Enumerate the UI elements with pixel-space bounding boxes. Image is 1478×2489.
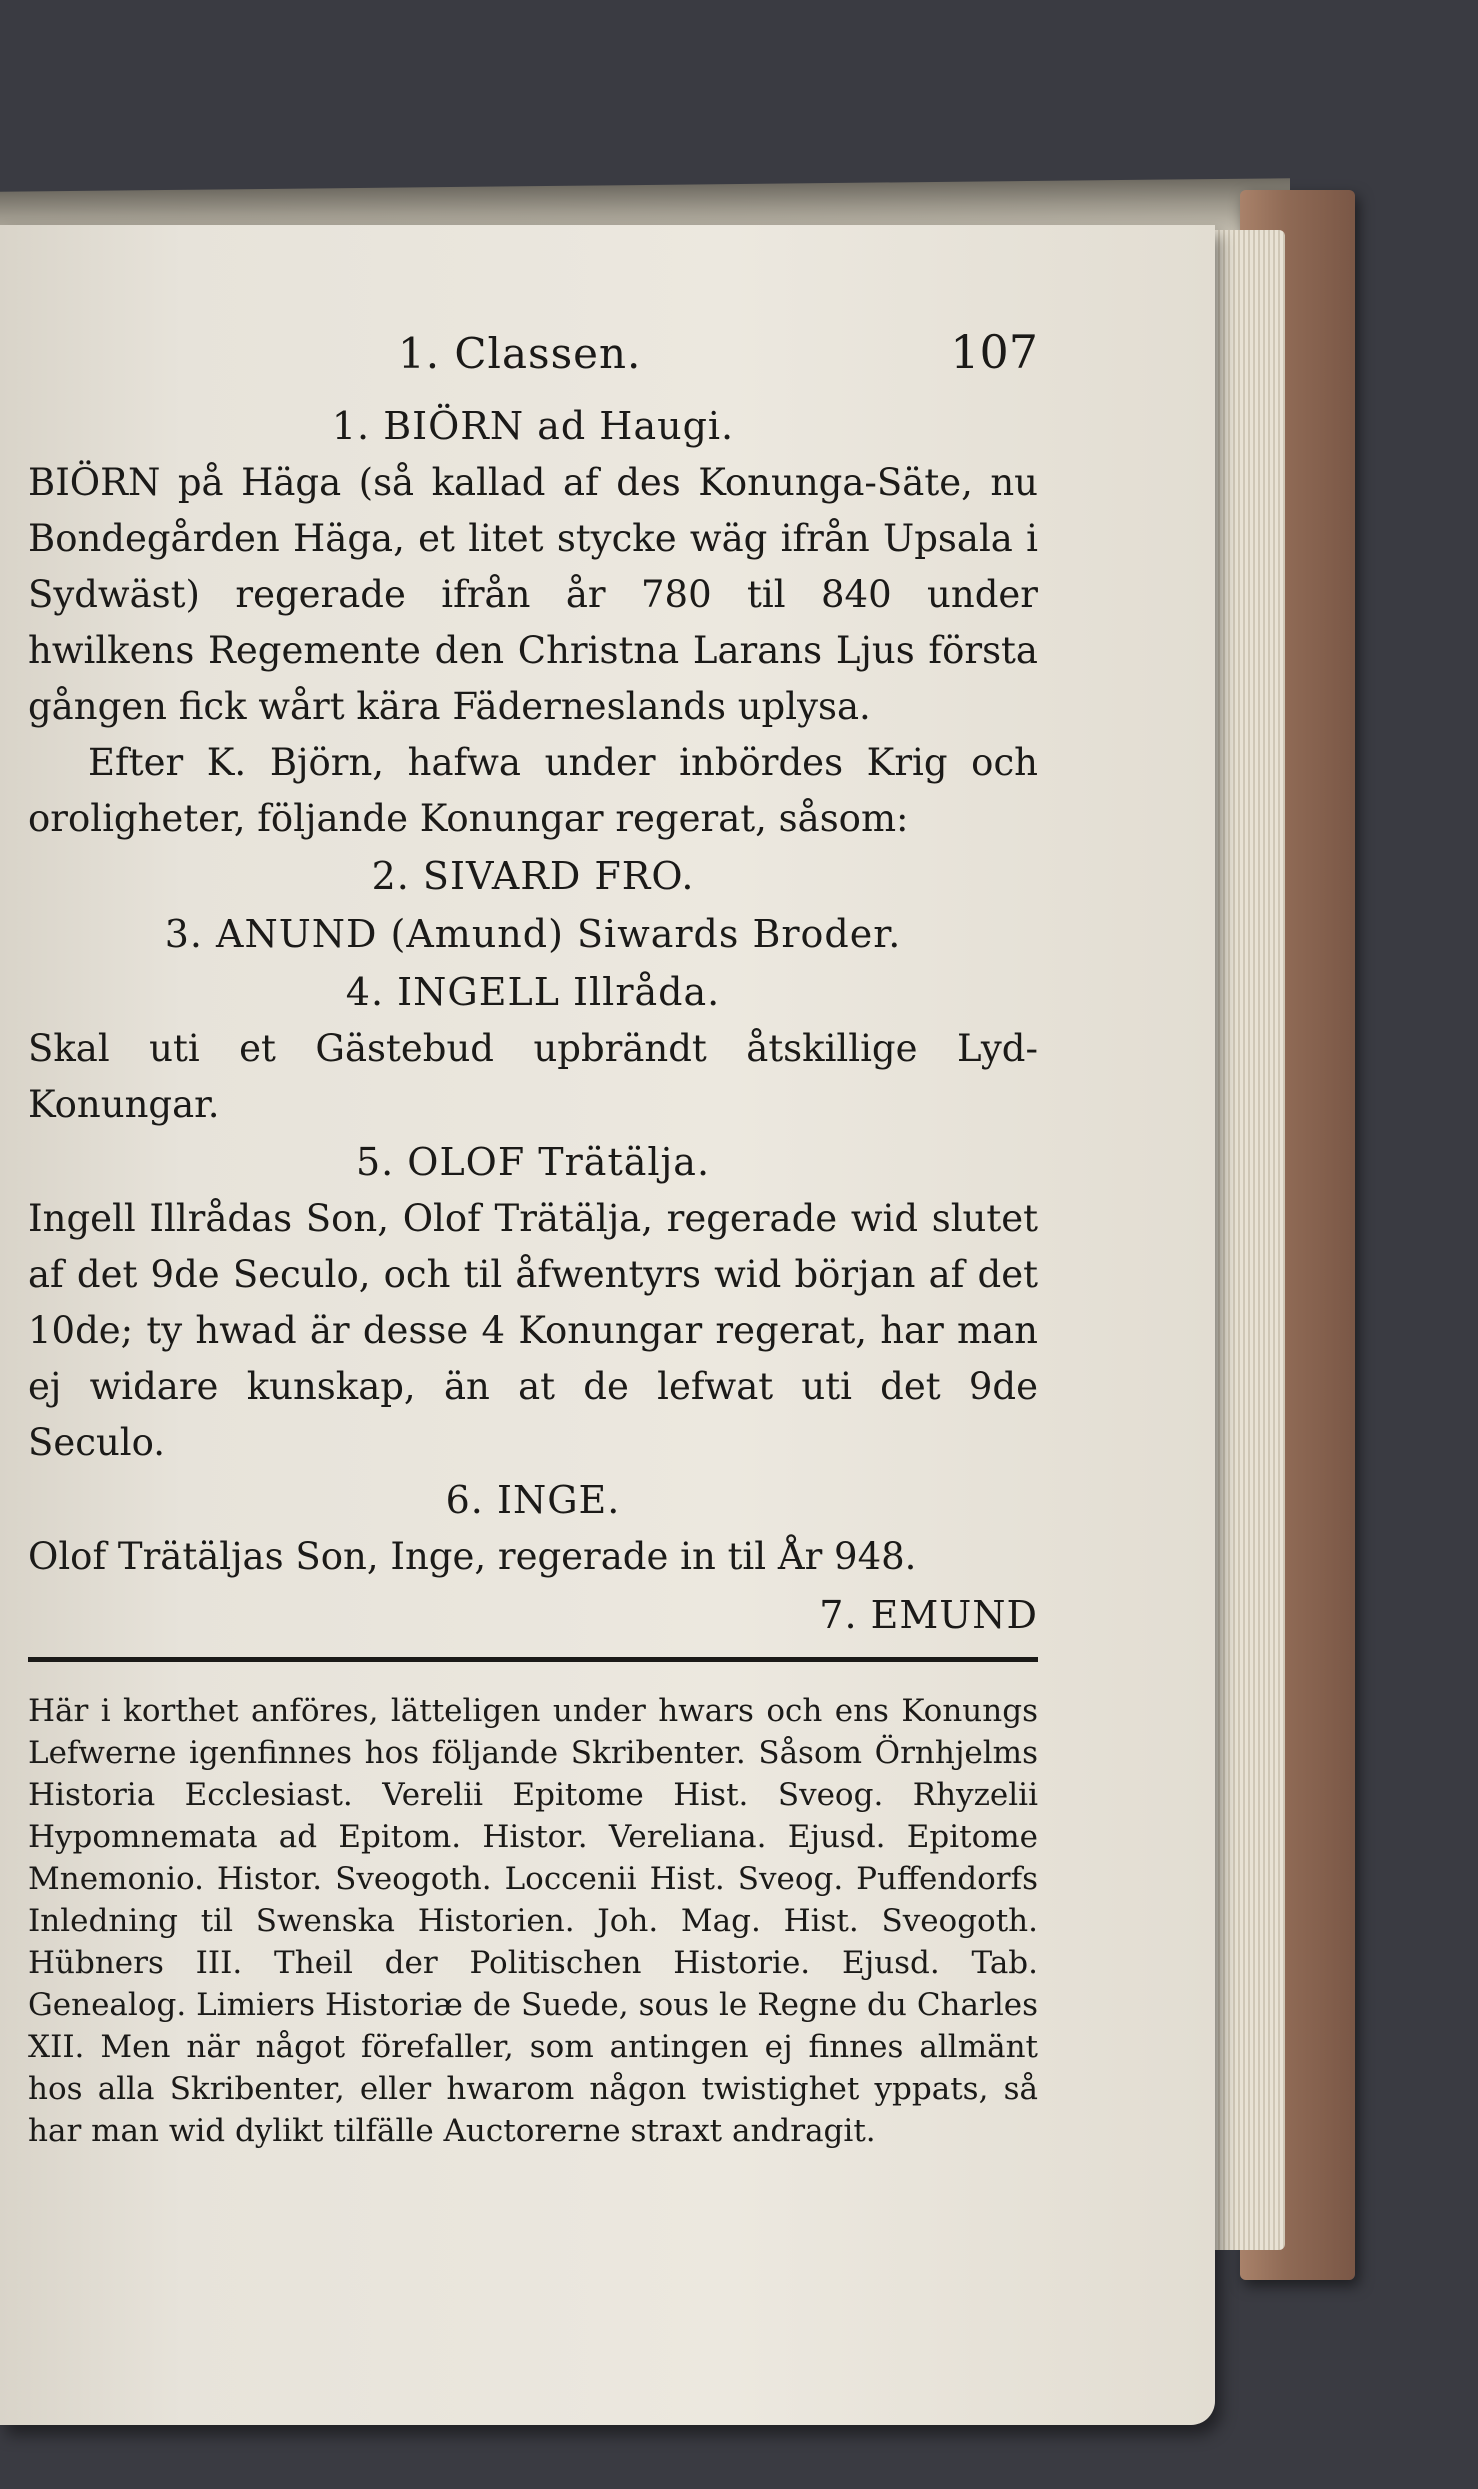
page-number: 107 xyxy=(950,325,1038,379)
heading-olof: 5. OLOF Trätälja. xyxy=(355,1140,711,1184)
paragraph-inge: Olof Trätäljas Son, Inge, regerade in til År 948. xyxy=(28,1535,917,1578)
heading-ingell: 4. INGELL Illråda. xyxy=(345,970,721,1014)
heading-bjorn: 1. BIÖRN ad Haugi. xyxy=(331,404,735,448)
heading-inge: 6. INGE. xyxy=(445,1478,621,1522)
paragraph-ingell: Skal uti et Gästebud upbrändt åtskillige Lyd-Konungar. xyxy=(28,1027,1038,1126)
text-block xyxy=(28,325,1038,2152)
heading-sivard: 2. SIVARD FRO. xyxy=(371,854,695,898)
footnote: Här i korthet anföres, lätteligen under hwars och ens Konungs Lefwerne igenfinnes hos följande Skribenter. Såsom Örnhjelms Historia Ecclesiast. Verelii Epitome Hist. Sveog. Rhyzelii Hypomnemata ad Epitom. Histor. Vereliana. Ejusd. Epitome Mnemonio. Histor. Sveogoth. Loccenii Hist. Sveog. Puffendorfs Inledning til Swenska Historien. Joh. Mag. Hist. Sveogoth. Hübners III. Theil der Politischen Historie. Ejusd. Tab. Genealog. Limiers Historiæ de Suede, sous le Regne du Charles XII. Men när något förefaller, som antingen ej finnes allmänt hos alla Skribenter, eller hwarom någon twistighet yppats, så har man wid dylikt tilfälle Auctorerne straxt andragit. xyxy=(28,1693,1038,2149)
book-page xyxy=(0,225,1215,2425)
paragraph-after-bjorn: Efter K. Björn, hafwa under inbördes Krig och oroligheter, följande Konungar regerat, såsom: xyxy=(28,741,1038,840)
page-header xyxy=(28,325,1038,397)
running-head: 1. Classen. xyxy=(398,329,642,378)
footnote-rule xyxy=(28,1657,1038,1662)
paragraph-olof: Ingell Illrådas Son, Olof Trätälja, regerade wid slutet af det 9de Seculo, och til åfwentyrs wid början af det 10de; ty hwad är desse 4 Konungar regerat, har man ej widare kunskap, än at de lefwat uti det 9de Seculo. xyxy=(28,1197,1038,1464)
heading-anund: 3. ANUND (Amund) Siwards Broder. xyxy=(164,912,902,956)
catchword-emund: 7. EMUND xyxy=(819,1593,1038,1637)
paragraph-bjorn: BIÖRN på Häga (så kallad af des Konunga-Säte, nu Bondegården Häga, et litet stycke wäg ifrån Upsala i Sydwäst) regerade ifrån år 780 til 840 under hwilkens Regemente den Christna Larans Ljus första gången fick wårt kära Fäderneslands uplysa. xyxy=(28,461,1038,728)
